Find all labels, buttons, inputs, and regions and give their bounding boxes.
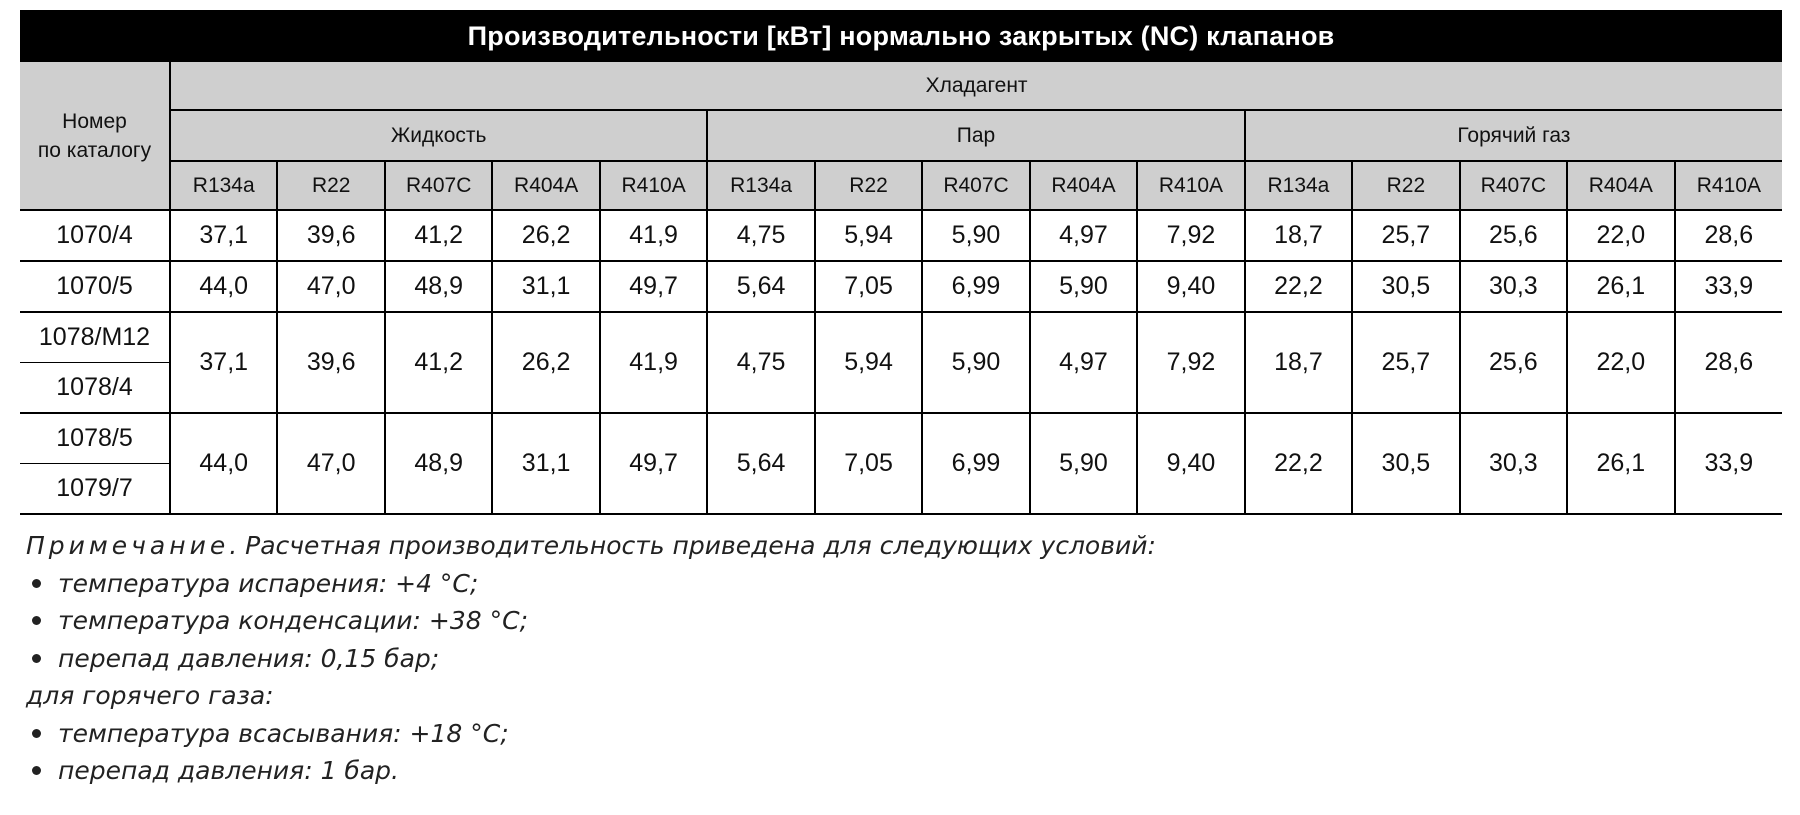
refrigerant-column-header: R404A [492, 161, 599, 210]
capacity-value-cell: 4,75 [707, 210, 814, 261]
capacity-value-cell: 39,6 [277, 312, 384, 413]
note-block [26, 527, 1766, 790]
table-row [20, 210, 1782, 261]
catalog-number-cell: 1078/5 [20, 413, 170, 464]
capacity-value-cell: 9,40 [1137, 413, 1244, 514]
refrigerant-column-header: R407C [922, 161, 1029, 210]
bullet-icon [32, 616, 41, 625]
table-row [20, 261, 1782, 312]
capacity-value-cell: 41,2 [385, 312, 492, 413]
capacity-value-cell: 30,5 [1352, 261, 1459, 312]
capacity-value-cell: 5,64 [707, 413, 814, 514]
refrigerant-header: Хладагент [170, 62, 1782, 110]
catalog-number-cell: 1078/4 [20, 363, 170, 414]
header-row-groups [20, 110, 1782, 161]
capacity-value-cell: 37,1 [170, 312, 277, 413]
capacity-table [20, 10, 1782, 515]
capacity-value-cell: 5,90 [1030, 261, 1137, 312]
note-intro: . Расчетная производительность приведена для следующих условий: [229, 531, 1156, 560]
refrigerant-column-header: R22 [1352, 161, 1459, 210]
capacity-value-cell: 22,2 [1245, 413, 1352, 514]
refrigerant-column-header: R22 [277, 161, 384, 210]
capacity-value-cell: 22,2 [1245, 261, 1352, 312]
refrigerant-column-header: R404A [1567, 161, 1674, 210]
refrigerant-column-header: R134a [1245, 161, 1352, 210]
capacity-value-cell: 41,2 [385, 210, 492, 261]
capacity-value-cell: 49,7 [600, 261, 707, 312]
capacity-value-cell: 5,94 [815, 312, 922, 413]
condition-text: температура испарения: +4 °C; [58, 568, 479, 598]
capacity-value-cell: 22,0 [1567, 312, 1674, 413]
hot-gas-conditions-list [26, 715, 1766, 790]
condition-text: температура конденсации: +38 °C; [58, 606, 528, 635]
group-header: Горячий газ [1245, 110, 1782, 161]
capacity-value-cell: 4,97 [1030, 210, 1137, 261]
group-header: Жидкость [170, 110, 707, 161]
capacity-value-cell: 26,2 [492, 210, 599, 261]
refrigerant-column-header: R404A [1030, 161, 1137, 210]
capacity-value-cell: 7,05 [815, 261, 922, 312]
capacity-value-cell: 28,6 [1675, 312, 1783, 413]
capacity-value-cell: 31,1 [492, 413, 599, 514]
bullet-icon [32, 654, 41, 663]
capacity-value-cell: 30,3 [1460, 413, 1567, 514]
capacity-value-cell: 44,0 [170, 261, 277, 312]
capacity-value-cell: 47,0 [277, 413, 384, 514]
catalog-header-line2: по каталогу [37, 138, 152, 162]
capacity-value-cell: 31,1 [492, 261, 599, 312]
capacity-value-cell: 33,9 [1675, 261, 1783, 312]
capacity-value-cell: 30,3 [1460, 261, 1567, 312]
hot-gas-heading: для горячего газа: [26, 681, 274, 710]
capacity-value-cell: 5,90 [922, 312, 1029, 413]
refrigerant-column-header: R134a [170, 161, 277, 210]
refrigerant-column-header: R410A [1675, 161, 1783, 210]
note-label: Примечание [26, 531, 230, 560]
capacity-value-cell: 44,0 [170, 413, 277, 514]
condition-item [26, 565, 1766, 603]
capacity-value-cell: 4,75 [707, 312, 814, 413]
catalog-header-line1: Номер [62, 109, 127, 133]
capacity-value-cell: 41,9 [600, 312, 707, 413]
refrigerant-column-header: R407C [1460, 161, 1567, 210]
capacity-value-cell: 25,7 [1352, 210, 1459, 261]
bullet-icon [32, 766, 41, 775]
refrigerant-column-header: R22 [815, 161, 922, 210]
capacity-value-cell: 9,40 [1137, 261, 1244, 312]
capacity-value-cell: 25,7 [1352, 312, 1459, 413]
condition-item [26, 752, 1766, 790]
capacity-value-cell: 7,92 [1137, 312, 1244, 413]
capacity-value-cell: 39,6 [277, 210, 384, 261]
bullet-icon [32, 729, 41, 738]
capacity-value-cell: 5,64 [707, 261, 814, 312]
capacity-value-cell: 7,92 [1137, 210, 1244, 261]
capacity-value-cell: 28,6 [1675, 210, 1783, 261]
table-body [20, 210, 1782, 514]
catalog-number-header [20, 62, 170, 210]
catalog-number-cell: 1078/M12 [20, 312, 170, 363]
capacity-value-cell: 41,9 [600, 210, 707, 261]
table-title: Производительности [кВт] нормально закрытых (NC) клапанов [20, 10, 1782, 62]
table-row [20, 413, 1782, 464]
condition-item [26, 715, 1766, 753]
capacity-value-cell: 25,6 [1460, 312, 1567, 413]
condition-text: перепад давления: 0,15 бар; [58, 643, 440, 673]
refrigerant-column-header: R134a [707, 161, 814, 210]
capacity-value-cell: 4,97 [1030, 312, 1137, 413]
refrigerant-column-header: R410A [1137, 161, 1244, 210]
catalog-number-cell: 1079/7 [20, 464, 170, 515]
capacity-value-cell: 5,90 [1030, 413, 1137, 514]
conditions-list [26, 565, 1766, 678]
condition-item [26, 640, 1766, 678]
capacity-value-cell: 48,9 [385, 413, 492, 514]
capacity-value-cell: 5,94 [815, 210, 922, 261]
capacity-value-cell: 26,1 [1567, 413, 1674, 514]
condition-text: перепад давления: 1 бар. [58, 756, 399, 785]
capacity-value-cell: 30,5 [1352, 413, 1459, 514]
capacity-value-cell: 25,6 [1460, 210, 1567, 261]
catalog-number-cell: 1070/5 [20, 261, 170, 312]
capacity-value-cell: 7,05 [815, 413, 922, 514]
header-row-refrigerants [20, 161, 1782, 210]
capacity-value-cell: 6,99 [922, 413, 1029, 514]
refrigerant-column-header: R410A [600, 161, 707, 210]
capacity-value-cell: 26,1 [1567, 261, 1674, 312]
table-row [20, 312, 1782, 363]
header-row-refrigerant [20, 62, 1782, 110]
capacity-value-cell: 49,7 [600, 413, 707, 514]
condition-item [26, 602, 1766, 640]
bullet-icon [32, 579, 41, 588]
capacity-value-cell: 26,2 [492, 312, 599, 413]
capacity-value-cell: 6,99 [922, 261, 1029, 312]
capacity-value-cell: 18,7 [1245, 210, 1352, 261]
condition-text: температура всасывания: +18 °C; [58, 718, 509, 748]
group-header: Пар [707, 110, 1244, 161]
title-row [20, 10, 1782, 62]
capacity-value-cell: 37,1 [170, 210, 277, 261]
note-intro-line [26, 527, 1766, 565]
catalog-number-cell: 1070/4 [20, 210, 170, 261]
capacity-value-cell: 47,0 [277, 261, 384, 312]
capacity-value-cell: 18,7 [1245, 312, 1352, 413]
capacity-value-cell: 33,9 [1675, 413, 1783, 514]
capacity-value-cell: 48,9 [385, 261, 492, 312]
capacity-value-cell: 22,0 [1567, 210, 1674, 261]
refrigerant-column-header: R407C [385, 161, 492, 210]
capacity-value-cell: 5,90 [922, 210, 1029, 261]
